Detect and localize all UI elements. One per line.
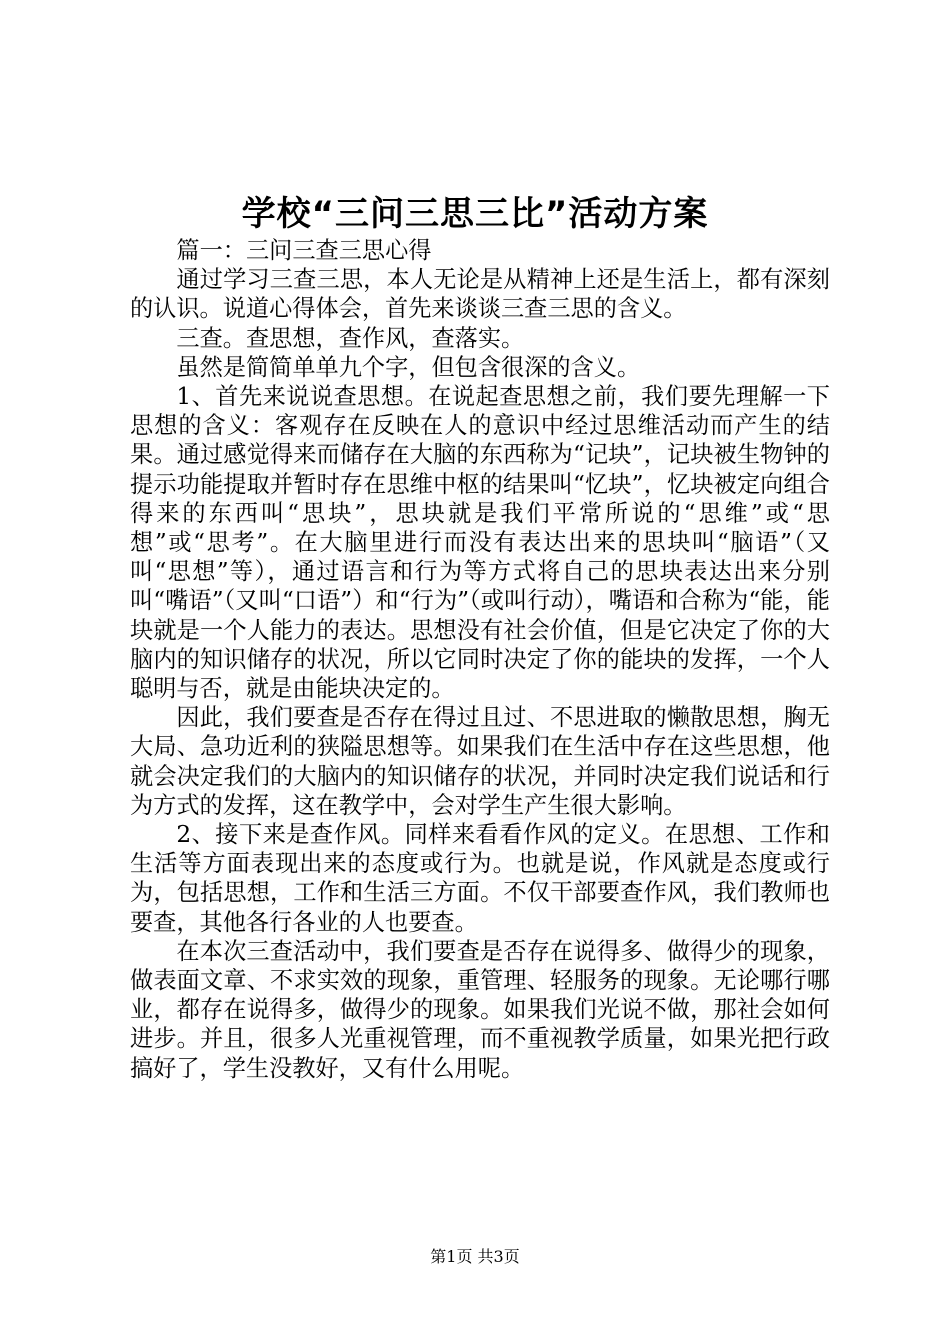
paragraph: 在本次三查活动中，我们要查是否存在说得多、做得少的现象，做表面文章、不求实效的现象，重管理、轻服务的现象。无论哪行哪业，都存在说得多，做得少的现象。如果我们光说不做，那社会如何进步。并且，很多人光重视管理，而不重视教学质量，如果光把行政搞好了，学生没教好，又有什么用呢。 [130, 937, 830, 1082]
paragraph: 虽然是简简单单九个字，但包含很深的含义。 [176, 353, 641, 381]
paragraph: 1、首先来说说查思想。在说起查思想之前，我们要先理解一下思想的含义：客观存在反映在人的意识中经过思维活动而产生的结果。通过感觉得来而储存在大脑的东西称为“记块”，记块被生物钟的提示功能提取并暂时存在思维中枢的结果叫“忆块”，忆块被定向组合得来的东西叫“思块”，思块就是我们平常所说的“思维”或“思想”或“思考”。在大脑里进行而没有表达出来的思块叫“脑语”（又叫“思想”等），通过语言和行为等方式将自己的思块表达出来分别叫“嘴语”（又叫“口语”）和“行为”（或叫行动），嘴语和合称为“能，能块就是一个人能力的表达。思想没有社会价值，但是它决定了你的大脑内的知识储存的状况，所以它同时决定了你的能块的发挥，一个人聪明与否，就是由能块决定的。 [130, 383, 830, 703]
page-footer: 第1页 共3页 [430, 1247, 520, 1266]
paragraph: 通过学习三查三思，本人无论是从精神上还是生活上，都有深刻的认识。说道心得体会，首先来谈谈三查三思的含义。 [130, 266, 830, 323]
paragraph-subheading: 篇一：三问三查三思心得 [176, 237, 432, 264]
document-body [130, 236, 830, 1083]
paragraph: 因此，我们要查是否存在得过且过、不思进取的懒散思想，胸无大局、急功近利的狭隘思想等。如果我们在生活中存在这些思想，他就会决定我们的大脑内的知识储存的状况，并同时决定我们说话和行为方式的发挥，这在教学中，会对学生产生很大影响。 [130, 704, 830, 819]
paragraph: 2、接下来是查作风。同样来看看作风的定义。在思想、工作和生活等方面表现出来的态度或行为。也就是说，作风就是态度或行为，包括思想，工作和生活三方面。不仅干部要查作风，我们教师也要查，其他各行各业的人也要查。 [130, 821, 830, 936]
paragraph: 三查。查思想，查作风，查落实。 [176, 324, 525, 352]
document-title: 学校“三问三思三比”活动方案 [241, 194, 709, 234]
